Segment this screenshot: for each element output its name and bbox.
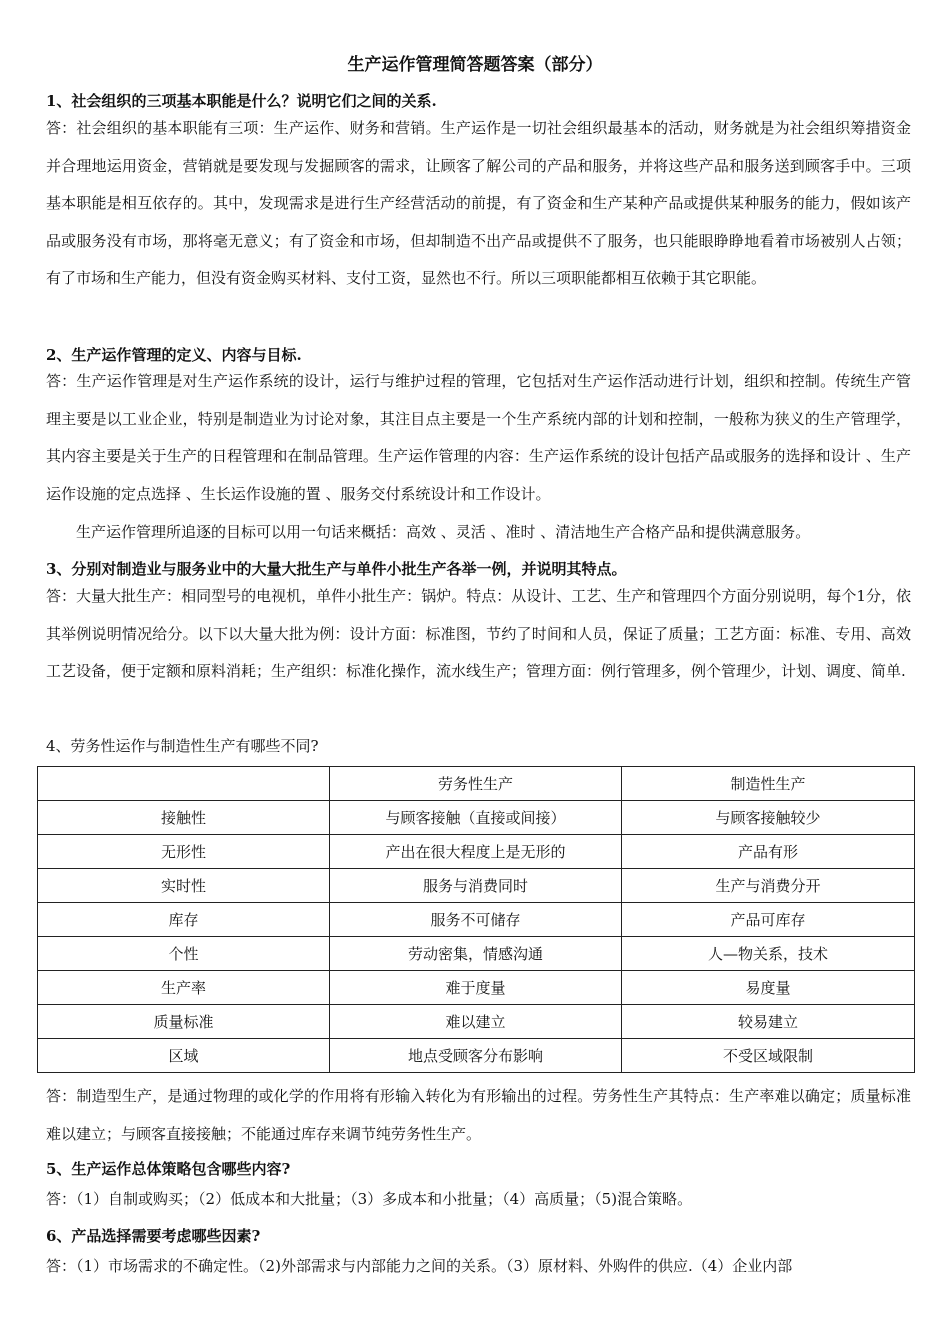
question-4: 4、劳务性运作与制造性生产有哪些不同? [46, 737, 319, 755]
answer-4: 答：制造型生产，是通过物理的或化学的作用将有形输入转化为有形输出的过程。劳务性生产其特点：生产率难以确定；质量标准难以建立；与顾客直接接触；不能通过库存来调节纯劳务性生产。 [46, 1087, 911, 1143]
table-cell: 区域 [38, 1039, 330, 1073]
document-title: 生产运作管理简答题答案（部分） [347, 55, 603, 75]
table-cell: 地点受顾客分布影响 [330, 1039, 622, 1073]
question-1: 1、社会组织的三项基本职能是什么？说明它们之间的关系. [46, 92, 437, 110]
table-cell: 人—物关系，技术 [622, 937, 915, 971]
question-5: 5、生产运作总体策略包含哪些内容? [46, 1160, 291, 1178]
answer-2: 答：生产运作管理是对生产运作系统的设计，运行与维护过程的管理，它包括对生产运作活动进行计划，组织和控制。传统生产管理主要是以工业企业，特别是制造业为讨论对象，其注目点主要是一个生产系统内部的计划和控制，一般称为狭义的生产管理学，其内容主要是关于生产的日程管理和在制品管理。生产运作管理的内容：生产运作系统的设计包括产品或服务的选择和设计 、生产运作设施的定点选择 、生长运作设施的置 、服务交付系统设计和工作设计。 [46, 372, 911, 503]
table-cell: 服务不可储存 [330, 903, 622, 937]
answer-5: 答：（1）自制或购买；（2）低成本和大批量；（3）多成本和小批量；（4）高质量；（5)混合策略。 [46, 1190, 693, 1208]
table-row [38, 869, 915, 903]
answer-3: 答：大量大批生产：相同型号的电视机，单件小批生产：锅炉。特点：从设计、工艺、生产和管理四个方面分别说明，每个1分，依其举例说明情况给分。以下以大量大批为例：设计方面：标准图，节约了时间和人员，保证了质量；工艺方面：标准、专用、高效工艺设备，便于定额和原料消耗；生产组织：标准化操作，流水线生产；管理方面：例行管理多，例个管理少，计划、调度、简单. [46, 587, 911, 681]
table-cell: 个性 [38, 937, 330, 971]
table-cell: 与顾客接触（直接或间接） [330, 801, 622, 835]
table-cell: 生产与消费分开 [622, 869, 915, 903]
table-cell: 生产率 [38, 971, 330, 1005]
table-cell: 产品有形 [622, 835, 915, 869]
table-row [38, 1039, 915, 1073]
table-cell: 难于度量 [330, 971, 622, 1005]
table-row [38, 801, 915, 835]
answer-2-goal: 生产运作管理所追逐的目标可以用一句话来概括：高效 、灵活 、准时 、清洁地生产合格产品和提供满意服务。 [76, 523, 811, 541]
table-cell: 易度量 [622, 971, 915, 1005]
table-cell: 服务与消费同时 [330, 869, 622, 903]
table-cell: 劳动密集，情感沟通 [330, 937, 622, 971]
table-row [38, 1005, 915, 1039]
answer-6: 答：（1）市场需求的不确定性。（2)外部需求与内部能力之间的关系。（3）原材料、外购件的供应.（4）企业内部 [46, 1257, 793, 1275]
table-cell: 产品可库存 [622, 903, 915, 937]
table-row [38, 903, 915, 937]
table-row [38, 835, 915, 869]
answer-1: 答：社会组织的基本职能有三项：生产运作、财务和营销。生产运作是一切社会组织最基本的活动，财务就是为社会组织筹措资金并合理地运用资金，营销就是要发现与发掘顾客的需求，让顾客了解公司的产品和服务，并将这些产品和服务送到顾客手中。三项基本职能是相互依存的。其中，发现需求是进行生产经营活动的前提，有了资金和生产某种产品或提供某种服务的能力，假如该产品或服务没有市场，那将毫无意义；有了资金和市场，但却制造不出产品或提供不了服务，也只能眼睁睁地看着市场被别人占领；有了市场和生产能力，但没有资金购买材料、支付工资，显然也不行。所以三项职能都相互依赖于其它职能。 [46, 119, 911, 288]
question-6: 6、产品选择需要考虑哪些因素? [46, 1227, 261, 1245]
table-cell: 接触性 [38, 801, 330, 835]
question-3: 3、分别对制造业与服务业中的大量大批生产与单件小批生产各举一例，并说明其特点。 [46, 560, 627, 578]
table-cell: 不受区域限制 [622, 1039, 915, 1073]
table-row [38, 971, 915, 1005]
table-cell: 难以建立 [330, 1005, 622, 1039]
table-cell: 与顾客接触较少 [622, 801, 915, 835]
table-header-cell: 劳务性生产 [330, 767, 622, 801]
table-cell: 实时性 [38, 869, 330, 903]
question-2: 2、生产运作管理的定义、内容与目标. [46, 346, 302, 364]
table-cell: 库存 [38, 903, 330, 937]
table-cell: 质量标准 [38, 1005, 330, 1039]
table-header-row [38, 767, 915, 801]
table-header-cell: 制造性生产 [622, 767, 915, 801]
comparison-table [37, 766, 915, 1073]
table-cell: 无形性 [38, 835, 330, 869]
table-row [38, 937, 915, 971]
table-cell: 产出在很大程度上是无形的 [330, 835, 622, 869]
table-cell: 较易建立 [622, 1005, 915, 1039]
table-header-cell [38, 767, 330, 801]
